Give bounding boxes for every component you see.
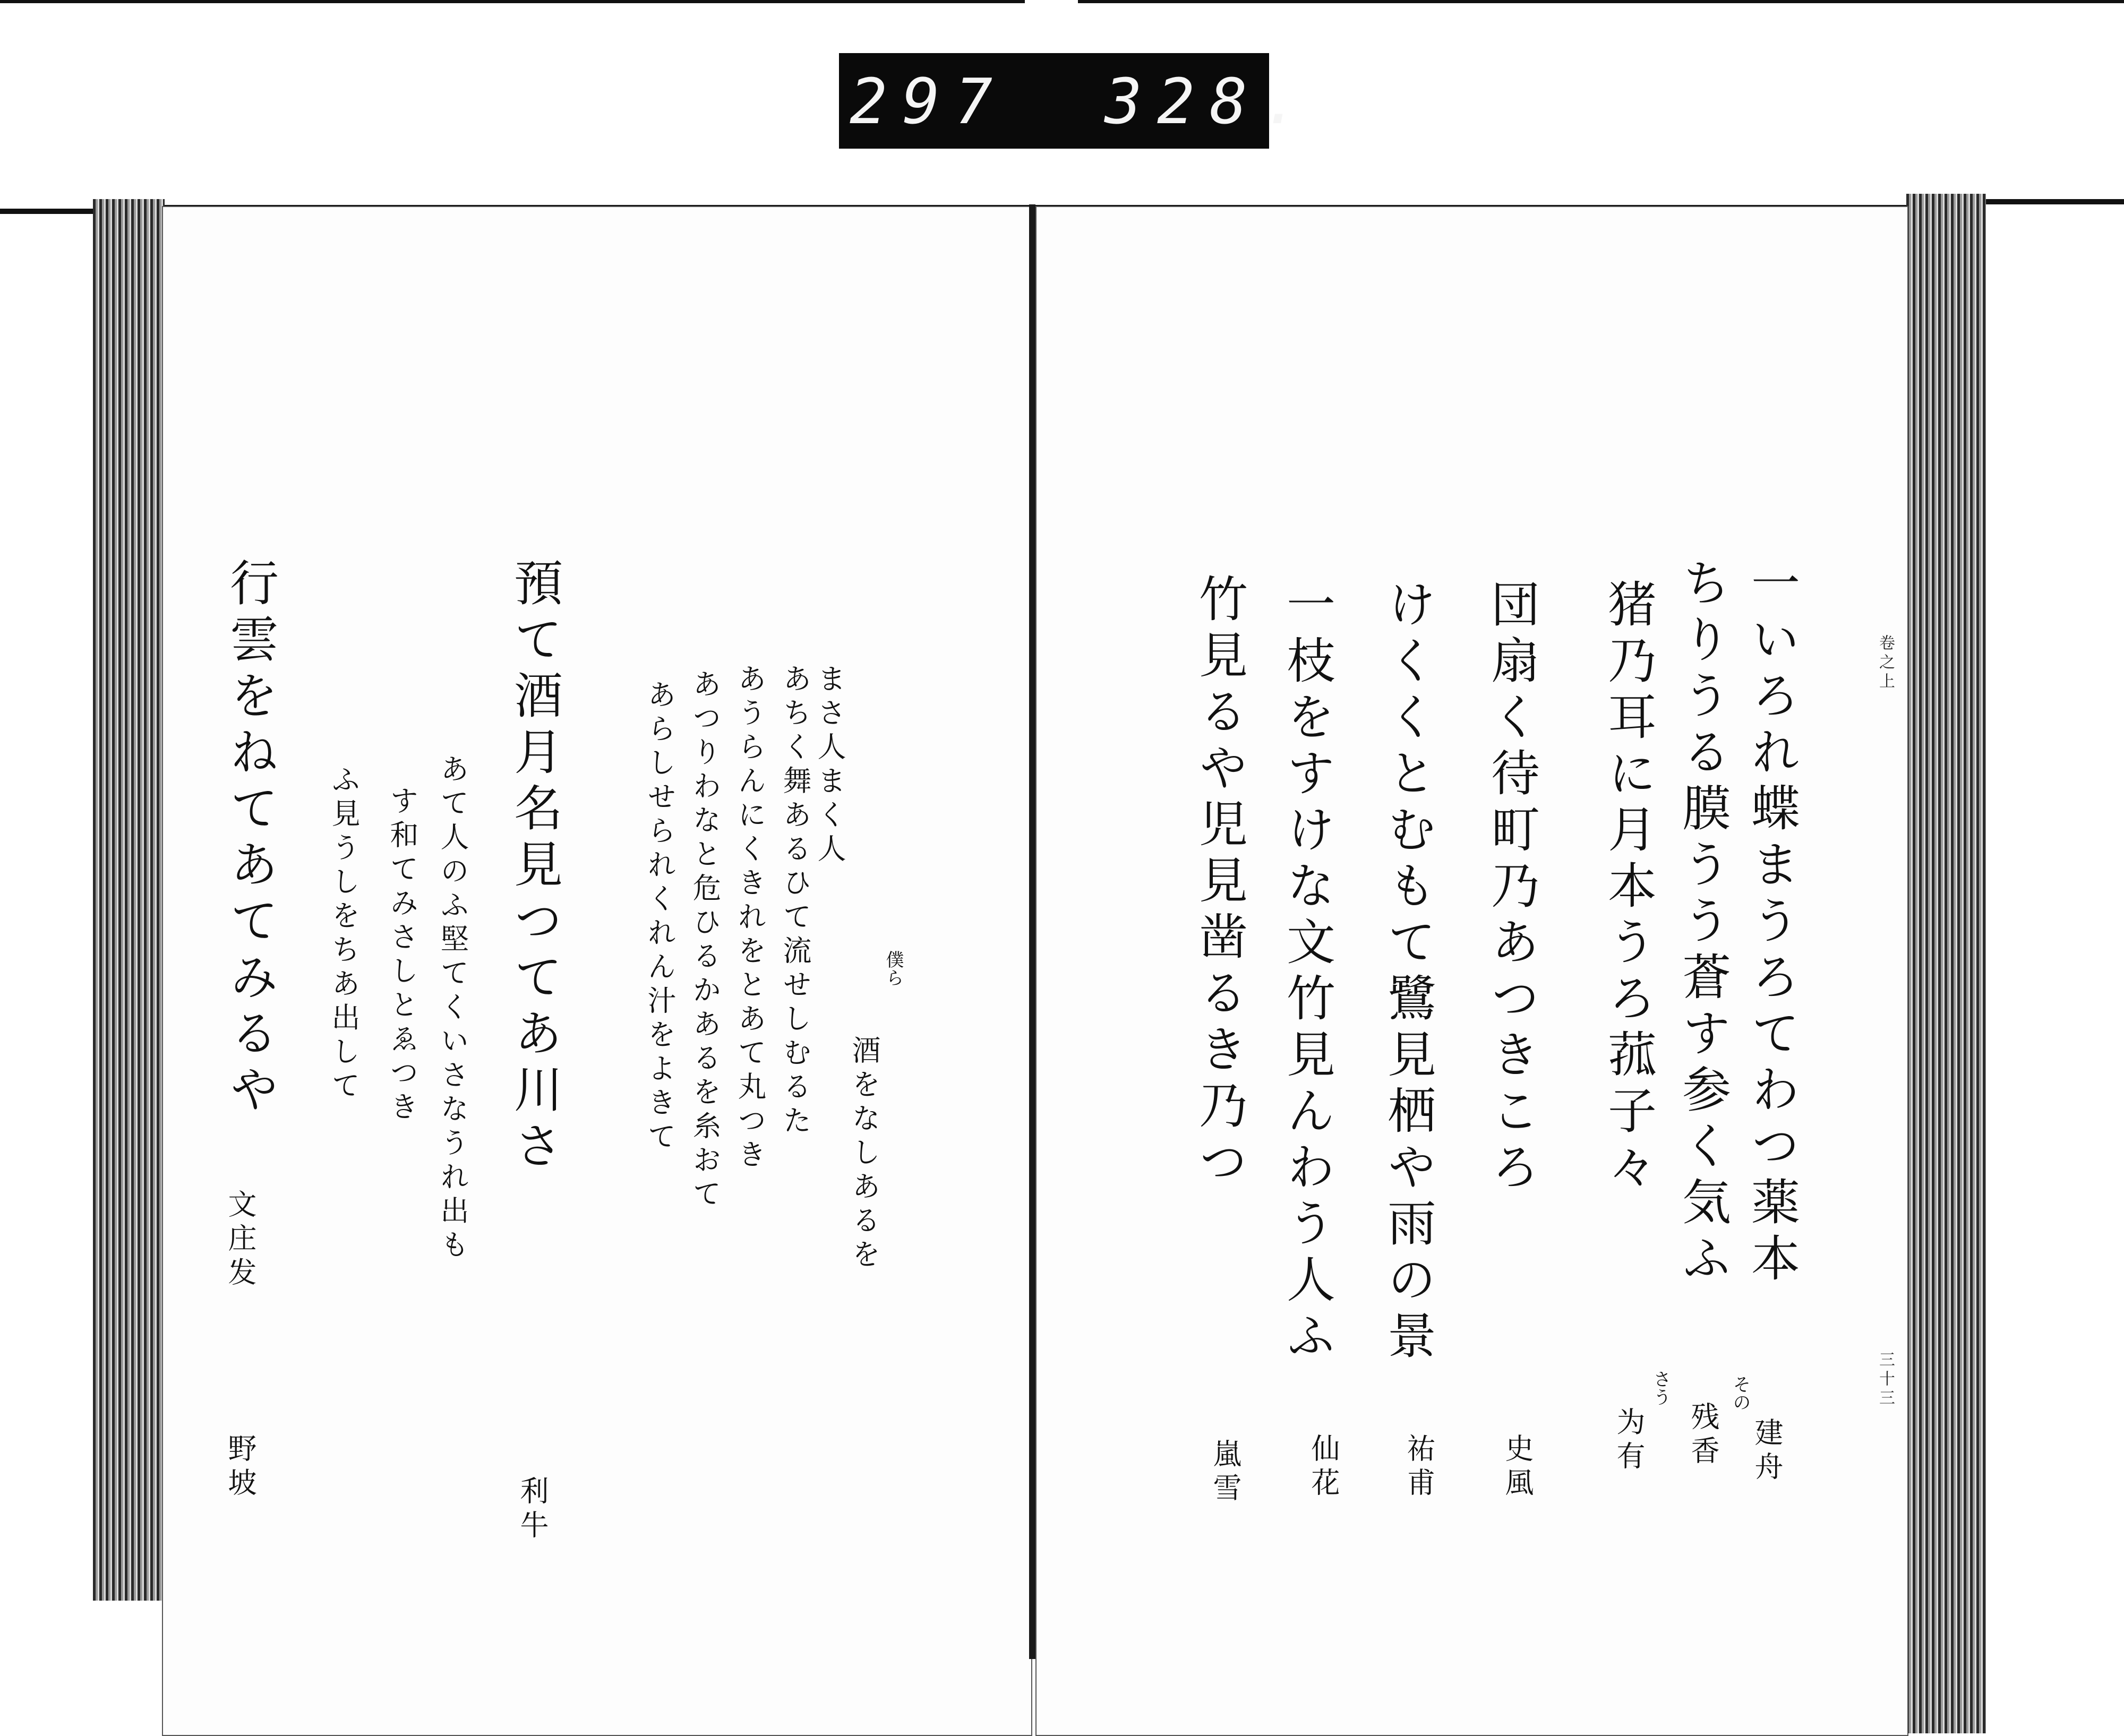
- verse-line-7: 竹見るや児見凿るき乃つ: [1191, 573, 1248, 1192]
- annotation-line-3: ふ見うしをちあ出して: [327, 764, 361, 1104]
- verse-author-1: 建舟: [1750, 1417, 1784, 1485]
- left-verse-author-1: 利牛: [516, 1476, 549, 1544]
- frame-counter: [839, 53, 1315, 149]
- right-page-folio: 三十三: [1876, 1351, 1895, 1408]
- frame-number-right: 328.: [1104, 65, 1315, 138]
- top-edge-rule-left: [0, 0, 1025, 3]
- preface-line-3: あうらんにくきれをとあて丸つき: [733, 664, 767, 1173]
- verse-author-7: 嵐雪: [1209, 1439, 1242, 1507]
- preface-line-4: あつりわなと危ひるかあるを糸おて: [688, 669, 722, 1213]
- page-top-rule-right: [1981, 199, 2124, 204]
- preface-line-2: あちく舞あるひて流せしむるた: [778, 664, 812, 1139]
- verse-author-4: 史風: [1501, 1433, 1534, 1501]
- preface-line-1: まさ人まく人: [813, 664, 846, 867]
- annotation-tail: 文庄发: [224, 1189, 257, 1291]
- verse-line-5: けくくとむもて鷺見栖や雨の景: [1380, 579, 1436, 1367]
- left-verse-author-2: 野坡: [224, 1433, 257, 1501]
- preface-tail: 酒をなしあるを: [847, 1035, 881, 1273]
- verse-author-2: 残香: [1686, 1402, 1720, 1469]
- top-edge-rule-right: [1078, 0, 2124, 3]
- preface-line-5: あらしせられくれん汁をよきて: [643, 680, 676, 1155]
- verse-line-2: ちりうる膜うう蒼す参く気ふ: [1674, 557, 1731, 1289]
- frame-number-left: 297: [850, 65, 1008, 138]
- annotation-line-1: あて人のふ堅てくいさなうれ出も: [436, 754, 469, 1264]
- preface-ruby: 僕ら: [883, 950, 904, 986]
- verse-author-ruby-3: さう: [1650, 1370, 1671, 1406]
- right-page-edge: [1906, 194, 1986, 1733]
- verse-line-6: 一枝をすけな文竹見んわう人ふ: [1279, 579, 1335, 1367]
- verse-line-1: 一いろれ蝶まうろてわつ薬本: [1743, 557, 1800, 1289]
- verse-author-3: 为有: [1612, 1407, 1646, 1475]
- annotation-line-2: す和てみさしとゑつき: [386, 786, 419, 1125]
- left-page-edge: [93, 199, 165, 1601]
- verse-line-3: 猪乃耳に月本うろ菰子々: [1600, 579, 1657, 1198]
- book-gutter: [1029, 204, 1035, 1659]
- verse-author-6: 仙花: [1307, 1433, 1340, 1501]
- left-verse-2: 行雲をねてあてみるや: [222, 557, 279, 1120]
- verse-author-5: 祐甫: [1402, 1433, 1436, 1501]
- verse-author-ruby-2: その: [1729, 1375, 1751, 1411]
- verse-line-4: 団扇く待町乃あつきころ: [1483, 579, 1540, 1198]
- right-page-header: 卷之上: [1876, 634, 1895, 692]
- left-verse-1: 預て酒月名見つてあ川さ: [506, 557, 563, 1176]
